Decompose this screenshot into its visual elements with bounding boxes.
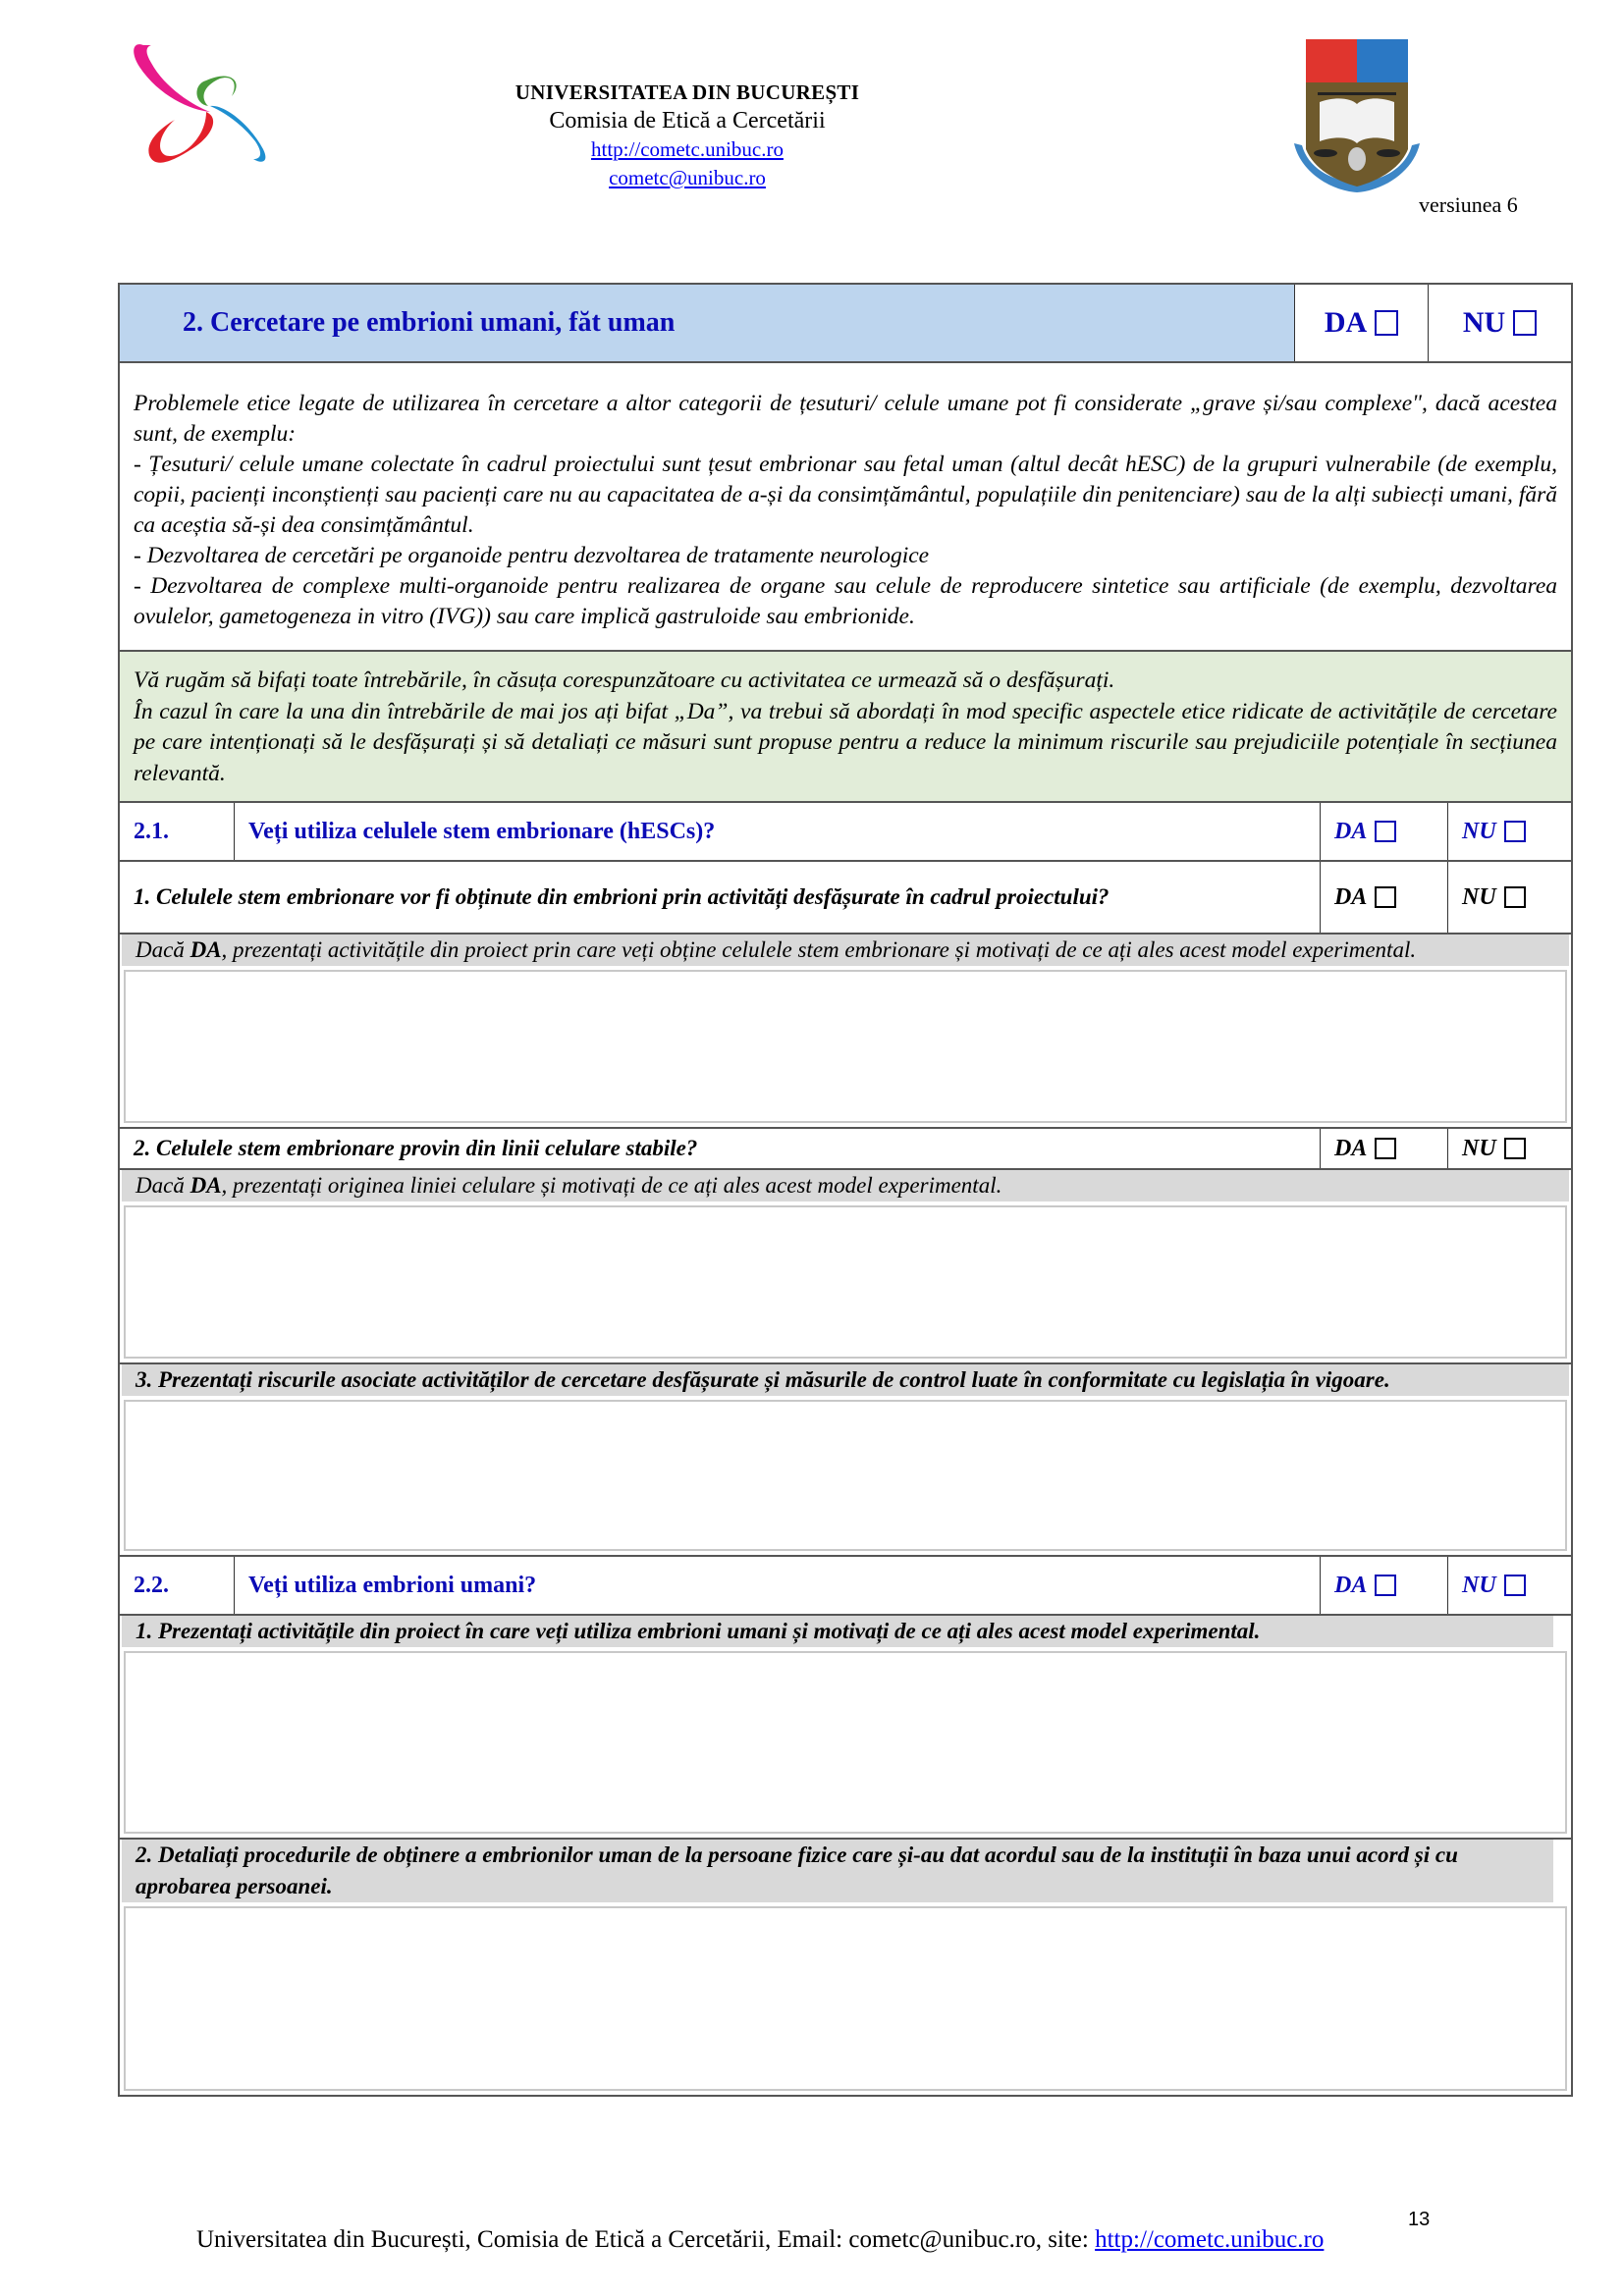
da-label: DA bbox=[1324, 306, 1368, 339]
footer-text: Universitatea din București, Comisia de Etică a Cercetării, Email: cometc@unibuc.ro, site: bbox=[196, 2226, 1096, 2253]
commission-name: Comisia de Etică a Cercetării bbox=[549, 108, 826, 133]
sub-question-text: 1. Prezentați activitățile din proiect în care veți utiliza embrioni umani și motivați de ce ați ales acest model experimental. bbox=[122, 1616, 1553, 1647]
da-checkbox[interactable] bbox=[1375, 886, 1396, 908]
logo-swirl-blue bbox=[210, 106, 265, 162]
q211-da-option[interactable] bbox=[1320, 862, 1447, 933]
question-number: 2.1. bbox=[134, 818, 169, 844]
logo-swirl-magenta bbox=[134, 44, 210, 112]
q22-da-option[interactable] bbox=[1320, 1557, 1447, 1614]
university-crest bbox=[1290, 33, 1424, 200]
answer-field[interactable] bbox=[124, 1205, 1567, 1359]
version-label: versiunea 6 bbox=[1419, 192, 1518, 217]
answer-block-2-1-3 bbox=[120, 1364, 1571, 1557]
header-block bbox=[393, 79, 982, 192]
crest-scale-left bbox=[1314, 149, 1337, 157]
nu-label: NU bbox=[1462, 1135, 1496, 1161]
q212-da-option[interactable] bbox=[1320, 1129, 1447, 1168]
q212-nu-option[interactable] bbox=[1447, 1129, 1571, 1168]
footer bbox=[196, 2226, 1324, 2254]
crest-scale-bar bbox=[1318, 92, 1396, 95]
question-number: 2.2. bbox=[134, 1572, 169, 1598]
site-link[interactable]: http://cometc.unibuc.ro bbox=[591, 137, 784, 161]
section-title: 2. Cercetare pe embrioni umani, făt uman bbox=[183, 307, 676, 338]
nu-checkbox[interactable] bbox=[1504, 886, 1526, 908]
da-label: DA bbox=[1334, 1572, 1368, 1598]
question-2-1-1-row bbox=[120, 862, 1571, 934]
da-checkbox[interactable] bbox=[1375, 310, 1398, 336]
answer-field[interactable] bbox=[124, 970, 1567, 1123]
intro-paragraph: Problemele etice legate de utilizarea în cercetare a altor categorii de țesuturi/ celule umane pot fi considerate „grave și/sau complexe", dacă acestea sunt, de exemplu: bbox=[134, 391, 1557, 447]
question-2-2-row bbox=[120, 1557, 1571, 1616]
university-name: UNIVERSITATEA DIN BUCUREȘTI bbox=[514, 80, 860, 104]
da-label: DA bbox=[1334, 883, 1368, 910]
answer-field[interactable] bbox=[124, 1400, 1567, 1551]
intro-bullet: - Dezvoltarea de cercetări pe organoide pentru dezvoltarea de tratamente neurologice bbox=[134, 543, 930, 568]
logo-swirl-green bbox=[196, 76, 236, 106]
instructions-box bbox=[120, 652, 1571, 803]
sub-question-text: 3. Prezentați riscurile asociate activităților de cercetare desfășurate și măsurile de control luate în conformitate cu legislația în vigoare. bbox=[122, 1364, 1569, 1396]
instructions-line: Vă rugăm să bifați toate întrebările, în căsuța corespunzătoare cu activitatea ce urmează să o desfășurați. bbox=[134, 667, 1115, 693]
q21-nu-option[interactable] bbox=[1447, 803, 1571, 860]
footer-site-link[interactable]: http://cometc.unibuc.ro bbox=[1095, 2226, 1325, 2253]
answer-field[interactable] bbox=[124, 1651, 1567, 1834]
crest-scale-right bbox=[1377, 149, 1400, 157]
nu-checkbox[interactable] bbox=[1504, 1575, 1526, 1596]
answer-block-2-1-1 bbox=[120, 934, 1571, 1129]
question-2-1-row bbox=[120, 803, 1571, 862]
question-text: Veți utiliza embrioni umani? bbox=[234, 1557, 1320, 1614]
commission-logo bbox=[126, 33, 283, 181]
answer-block-2-2-1 bbox=[120, 1616, 1571, 1840]
q22-nu-option[interactable] bbox=[1447, 1557, 1571, 1614]
nu-checkbox[interactable] bbox=[1504, 821, 1526, 842]
crest-book bbox=[1320, 98, 1394, 143]
answer-block-2-2-2 bbox=[120, 1840, 1571, 2091]
section-2-form bbox=[118, 283, 1573, 2097]
answer-prompt: Dacă DA, prezentați originea liniei celulare și motivați de ce ați ales acest model experimental. bbox=[122, 1170, 1569, 1201]
intro-bullet: - Țesuturi/ celule umane colectate în cadrul proiectului sunt țesut embrionar sau fetal uman (altul decât hESC) de la grupuri vulnerabile (de exemplu, copii, pacienți inconștienți sau pacienți care nu au capacitatea de a-și da consimțământul, populațiile din penitenciare) sau de la alți subiecți umani, fără ca aceștia să-și dea consimțământul. bbox=[134, 452, 1557, 538]
da-checkbox[interactable] bbox=[1375, 1138, 1396, 1159]
instructions-line: În cazul în care la una din întrebările de mai jos ați bifat „Da”, va trebui să abordați în mod specific aspectele etice ridicate de activitățile de cercetare pe care intenționați să le desfășurați și să detaliați ce măsuri sunt propuse pentru a reduce la minimum riscurile sau prejudiciile potențiale în secțiunea relevantă. bbox=[134, 698, 1557, 786]
answer-field[interactable] bbox=[124, 1906, 1567, 2091]
nu-label: NU bbox=[1462, 306, 1506, 339]
section-da-option[interactable] bbox=[1294, 285, 1428, 361]
sub-question-text: 1. Celulele stem embrionare vor fi obținute din embrioni prin activități desfășurate în cadrul proiectului? bbox=[134, 884, 1110, 909]
logo-swirl-red bbox=[148, 112, 213, 163]
page-number: 13 bbox=[1408, 2209, 1431, 2230]
da-checkbox[interactable] bbox=[1375, 1575, 1396, 1596]
q211-nu-option[interactable] bbox=[1447, 862, 1571, 933]
nu-label: NU bbox=[1462, 1572, 1496, 1598]
intro-text bbox=[120, 363, 1571, 652]
crest-red-quarter bbox=[1306, 39, 1357, 82]
email-link[interactable]: cometc@unibuc.ro bbox=[609, 166, 766, 189]
section-nu-option[interactable] bbox=[1428, 285, 1571, 361]
sub-question-text: 2. Detaliați procedurile de obținere a embrionilor uman de la persoane fizice care și-au dat acordul sau de la instituții în baza unui acord și cu aprobarea persoanei. bbox=[122, 1840, 1553, 1902]
answer-block-2-1-2 bbox=[120, 1170, 1571, 1364]
da-label: DA bbox=[1334, 1135, 1368, 1161]
da-label: DA bbox=[1334, 818, 1368, 844]
crest-blue-quarter bbox=[1357, 39, 1408, 82]
nu-checkbox[interactable] bbox=[1513, 310, 1537, 336]
nu-checkbox[interactable] bbox=[1504, 1138, 1526, 1159]
nu-label: NU bbox=[1462, 818, 1496, 844]
q21-da-option[interactable] bbox=[1320, 803, 1447, 860]
section-title-row bbox=[120, 285, 1571, 363]
question-text: Veți utiliza celulele stem embrionare (hESCs)? bbox=[234, 803, 1320, 860]
intro-bullet: - Dezvoltarea de complexe multi-organoide pentru realizarea de organe sau celule de reproducere sintetice sau artificiale (de exemplu, dezvoltarea ovulelor, gametogeneza in vitro (IVG)) sau care implică gastruloide sau embrionide. bbox=[134, 573, 1557, 629]
crest-owl bbox=[1348, 147, 1366, 171]
nu-label: NU bbox=[1462, 883, 1496, 910]
da-checkbox[interactable] bbox=[1375, 821, 1396, 842]
sub-question-text: 2. Celulele stem embrionare provin din linii celulare stabile? bbox=[134, 1136, 698, 1160]
answer-prompt: Dacă DA, prezentați activitățile din proiect prin care veți obține celulele stem embrionare și motivați de ce ați ales acest model experimental. bbox=[122, 934, 1569, 966]
question-2-1-2-row bbox=[120, 1129, 1571, 1170]
